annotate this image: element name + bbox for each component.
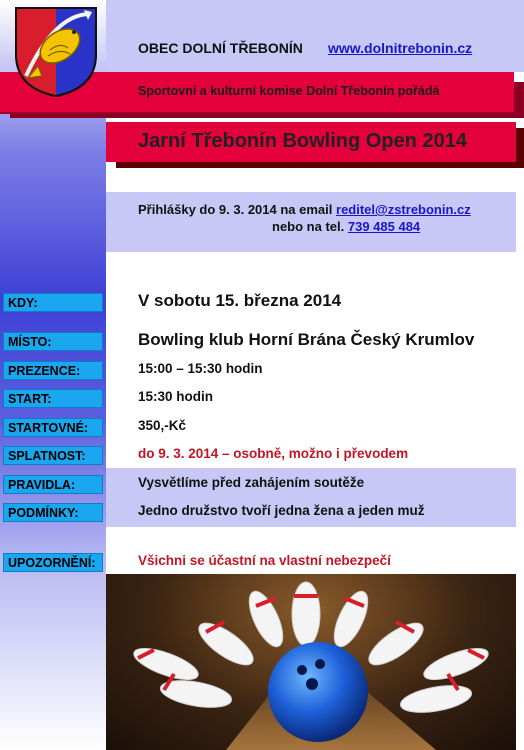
label-when: KDY:	[3, 293, 103, 312]
value-warning: Všichni se účastní na vlastní nebezpečí	[138, 553, 391, 568]
value-start: 15:30 hodin	[138, 389, 214, 404]
value-registration: 15:00 – 15:30 hodin	[138, 361, 263, 376]
value-conditions: Jedno družstvo tvoří jedna žena a jeden muž	[138, 503, 425, 518]
value-place: Bowling klub Horní Brána Český Krumlov	[138, 330, 475, 349]
value-fee: 350,-Kč	[138, 418, 187, 433]
phone-link[interactable]: 739 485 484	[347, 219, 421, 234]
signup-line-1	[138, 202, 471, 217]
label-registration: PREZENCE:	[3, 361, 103, 380]
commission-text: Sportovní a kulturní komise Dolní Třebonín pořádá	[138, 84, 440, 98]
event-title: Jarní Třebonín Bowling Open 2014	[138, 130, 467, 152]
label-place: MÍSTO:	[3, 332, 103, 351]
value-rules: Vysvětlíme před zahájením soutěže	[138, 475, 365, 490]
website-link[interactable]: www.dolnitrebonin.cz	[328, 40, 473, 56]
value-when: V sobotu 15. března 2014	[138, 291, 342, 310]
value-payment: do 9. 3. 2014 – osobně, možno i převodem	[138, 446, 409, 461]
email-link[interactable]: reditel@zstrebonin.cz	[336, 202, 471, 217]
coat-of-arms-icon	[14, 6, 98, 98]
bowling-photo	[106, 574, 516, 750]
label-rules: PRAVIDLA:	[3, 475, 103, 494]
signup-deadline-text: Přihlášky do 9. 3. 2014 na email	[138, 202, 333, 217]
municipality-name: OBEC DOLNÍ TŘEBONÍN	[138, 40, 303, 56]
label-fee: STARTOVNÉ:	[3, 418, 103, 437]
label-conditions: PODMÍNKY:	[3, 503, 103, 522]
label-start: START:	[3, 389, 103, 408]
signup-line-2	[272, 219, 420, 234]
header-band	[106, 0, 524, 72]
bowling-pins-ball-image	[106, 574, 516, 750]
signup-phone-prefix: nebo na tel.	[272, 219, 345, 234]
label-payment: SPLATNOST:	[3, 446, 103, 465]
label-warning: UPOZORNĚNÍ:	[3, 553, 103, 572]
